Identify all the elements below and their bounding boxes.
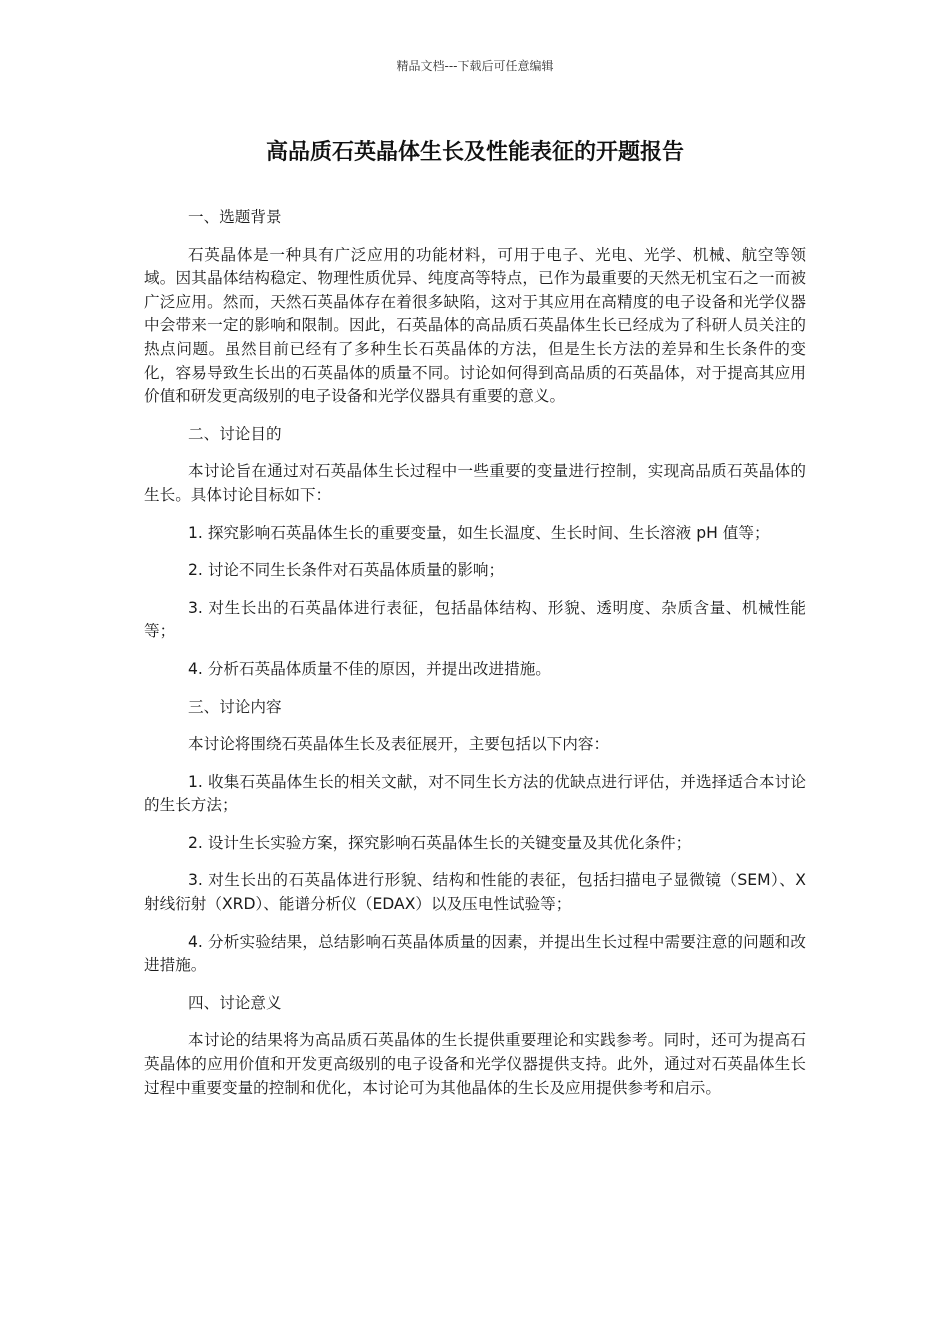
list-item: 3. 对生长出的石英晶体进行形貌、结构和性能的表征，包括扫描电子显微镜（SEM）、X 射线衍射（XRD）、能谱分析仪（EDAX）以及压电性试验等； [144, 871, 806, 914]
paragraph: 本讨论的结果将为高品质石英晶体的生长提供重要理论和实践参考。同时，还可为提高石英晶体的应用价值和开发更高级别的电子设备和光学仪器提供支持。此外，通过对石英晶体生长过程中重要变量的控制和优化，本讨论可为其他晶体的生长及应用提供参考和启示。 [144, 1031, 806, 1097]
list-item: 1. 收集石英晶体生长的相关文献，对不同生长方法的优缺点进行评估，并选择适合本讨论的生长方法； [144, 772, 806, 815]
document-body [144, 206, 806, 1114]
section-heading: 四、讨论意义 [188, 993, 282, 1012]
section-heading: 一、选题背景 [188, 208, 282, 226]
list-item: 2. 设计生长实验方案，探究影响石英晶体生长的关键变量及其优化条件； [188, 833, 692, 852]
section-heading: 三、讨论内容 [188, 697, 282, 716]
list-item: 4. 分析实验结果，总结影响石英晶体质量的因素，并提出生长过程中需要注意的问题和改进措施。 [144, 932, 806, 975]
paragraph: 本讨论将围绕石英晶体生长及表征展开，主要包括以下内容： [188, 735, 610, 754]
list-item: 3. 对生长出的石英晶体进行表征，包括晶体结构、形貌、透明度、杂质含量、机械性能等； [144, 598, 806, 641]
document-title: 高品质石英晶体生长及性能表征的开题报告 [265, 140, 684, 165]
list-item: 4. 分析石英晶体质量不佳的原因，并提出改进措施。 [188, 659, 551, 678]
paragraph: 石英晶体是一种具有广泛应用的功能材料，可用于电子、光电、光学、机械、航空等领域。因其晶体结构稳定、物理性质优异、纯度高等特点，已作为最重要的天然无机宝石之一而被广泛应用。然而，天然石英晶体存在着很多缺陷，这对于其应用在高精度的电子设备和光学仪器中会带来一定的影响和限制。因此，石英晶体的高品质石英晶体生长已经成为了科研人员关注的热点问题。虽然目前已经有了多种生长石英晶体的方法，但是生长方法的差异和生长条件的变化，容易导致生长出的石英晶体的质量不同。讨论如何得到高品质的石英晶体，对于提高其应用价值和研发更高级别的电子设备和光学仪器具有重要的意义。 [144, 245, 806, 406]
list-item: 1. 探究影响石英晶体生长的重要变量，如生长温度、生长时间、生长溶液 pH 值等； [188, 523, 770, 542]
list-item: 2. 讨论不同生长条件对石英晶体质量的影响； [188, 561, 505, 580]
section-heading: 二、讨论目的 [188, 424, 282, 443]
paragraph: 本讨论旨在通过对石英晶体生长过程中一些重要的变量进行控制，实现高品质石英晶体的生长。具体讨论目标如下： [144, 462, 806, 504]
header-note: 精品文档---下载后可任意编辑 [396, 59, 554, 73]
